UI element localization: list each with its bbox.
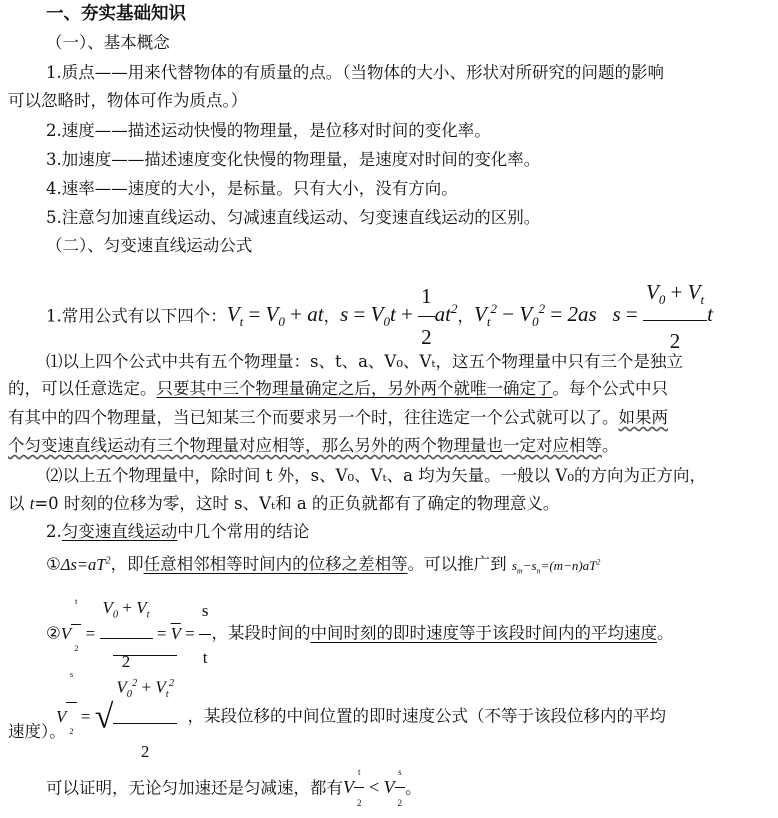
note1-text: 有其中的四个物理量，当已知某三个而要求另一个时，往往选定一个公式就可以了。 bbox=[8, 408, 619, 427]
formula-displacement-time: $s = V_0t$ + $\frac{1}{2}$ $at^2$ bbox=[340, 302, 457, 326]
conclusion-3-cont: 速度）。 bbox=[8, 722, 66, 741]
formula-separator: ， bbox=[457, 306, 474, 326]
conclusion-underlined: 任意相邻相等时间内的位移之差相等 bbox=[143, 554, 408, 574]
conclusions-number: 2. bbox=[46, 522, 62, 541]
speed-definition: 4.速率——速度的大小，是标量。只有大小，没有方向。 bbox=[46, 179, 458, 198]
formula-average-velocity: s = $\frac{V_0 + V_t}{2}$ t bbox=[612, 302, 713, 326]
note1-line1: ⑴以上四个公式中共有五个物理量：s、t、a、V₀、Vₜ，这五个物理量中只有三个是独立 bbox=[46, 352, 683, 371]
note2-line1: ⑵以上五个物理量中，除时间 t 外，s、V₀、Vₜ、a 均为矢量。一般以 V₀的方向为正方向， bbox=[46, 466, 706, 485]
formula-velocity-inequality: V $_{\frac{t}{2}}$ < V $_{\frac{s}{2}}$ bbox=[343, 777, 405, 797]
note1-wavy: 个匀变速直线运动有三个物理量对应相等，那么另外的两个物理量也一定对应相等 bbox=[8, 436, 602, 455]
note1-underlined: 只要其中三个物理量确定之后，另外两个就唯一确定了 bbox=[156, 379, 553, 398]
note2-line2 bbox=[8, 492, 770, 516]
note2-variable: t bbox=[29, 494, 35, 513]
note1-wavy: 如果两 bbox=[618, 408, 668, 427]
conclusion-marker: ② bbox=[46, 623, 61, 643]
note1-line2 bbox=[8, 377, 770, 401]
subheading-basic-concepts: （一）、基本概念 bbox=[46, 33, 170, 52]
conclusion-underlined: 中间时刻的即时速度等于该段时间内的平均速度 bbox=[310, 623, 657, 643]
formula-generalized: $s_m-s_n=(m-n)aT^2$ bbox=[511, 557, 601, 576]
formula-velocity-time: $V_t = V_0$ + at bbox=[226, 302, 324, 330]
formula-intro: 1.常用公式有以下四个： bbox=[46, 306, 227, 326]
formula-velocity-displacement: $V_t^2 - V_0^2 = 2as$ bbox=[474, 301, 597, 330]
conclusions-title bbox=[46, 520, 770, 544]
conclusion-text: 。 bbox=[656, 623, 674, 643]
formula-line bbox=[46, 272, 770, 354]
acceleration-definition: 3.加速度——描述速度变化快慢的物理量，是速度对时间的变化率。 bbox=[46, 150, 541, 169]
final-text: 可以证明，无论匀加速还是匀减速，都有 bbox=[46, 778, 343, 798]
point-mass-definition: 1.质点——用来代替物体的有质量的点。（当物体的大小、形状对所研究的问题的影响 bbox=[46, 63, 664, 82]
conclusions-text: 中几个常用的结论 bbox=[177, 522, 310, 541]
formula-separator: ， bbox=[323, 306, 341, 326]
point-mass-definition-cont: 可以忽略时，物体可作为质点。） bbox=[8, 91, 248, 110]
section-heading: 一、夯实基础知识 bbox=[46, 4, 186, 24]
note1-line4 bbox=[8, 434, 770, 458]
velocity-definition: 2.速度——描述运动快慢的物理量，是位移对时间的变化率。 bbox=[46, 121, 491, 140]
formula-delta-s: $\Delta s=aT^2$ bbox=[60, 554, 111, 574]
subheading-formulas: （二）、匀变速直线运动公式 bbox=[46, 236, 253, 255]
note1-text: 。 bbox=[602, 436, 619, 455]
note2-text: =0 时刻的位移为零，这时 s、Vₜ和 a 的正负就都有了确定的物理意义。 bbox=[34, 494, 560, 513]
conclusion-text: ，某段位移的中间位置的即时速度公式（不等于该段位移内的平均 bbox=[187, 706, 666, 726]
final-period: 。 bbox=[405, 778, 422, 798]
conclusion-text: ，即 bbox=[110, 554, 144, 574]
formula-mid-position-velocity: V $_{\frac{s}{2}}$ = √ $\frac{V_0^2 + V_t^2}{2}$ bbox=[56, 707, 177, 726]
motion-distinction-note: 5.注意匀加速直线运动、匀减速直线运动、匀变速直线运动的区别。 bbox=[46, 208, 541, 227]
formula-mid-time-velocity: V $_{\frac{t}{2}}$ = $\frac{V_0 + V_t}{2}$ = $\overline{V}$ = $\frac{s}{t}$ bbox=[61, 624, 212, 643]
conclusion-text: ，某段时间的 bbox=[211, 623, 311, 643]
final-statement bbox=[46, 757, 770, 818]
note2-text: 以 bbox=[8, 494, 30, 513]
conclusion-marker: ① bbox=[46, 554, 61, 574]
note1-text: 的，可以任意选定。 bbox=[8, 379, 157, 398]
conclusion-text: 。可以推广到 bbox=[407, 554, 512, 574]
conclusions-underlined: 匀变速直线运动 bbox=[61, 522, 178, 541]
note1-line3 bbox=[8, 406, 770, 430]
note1-text: 。每个公式中只 bbox=[552, 379, 668, 398]
